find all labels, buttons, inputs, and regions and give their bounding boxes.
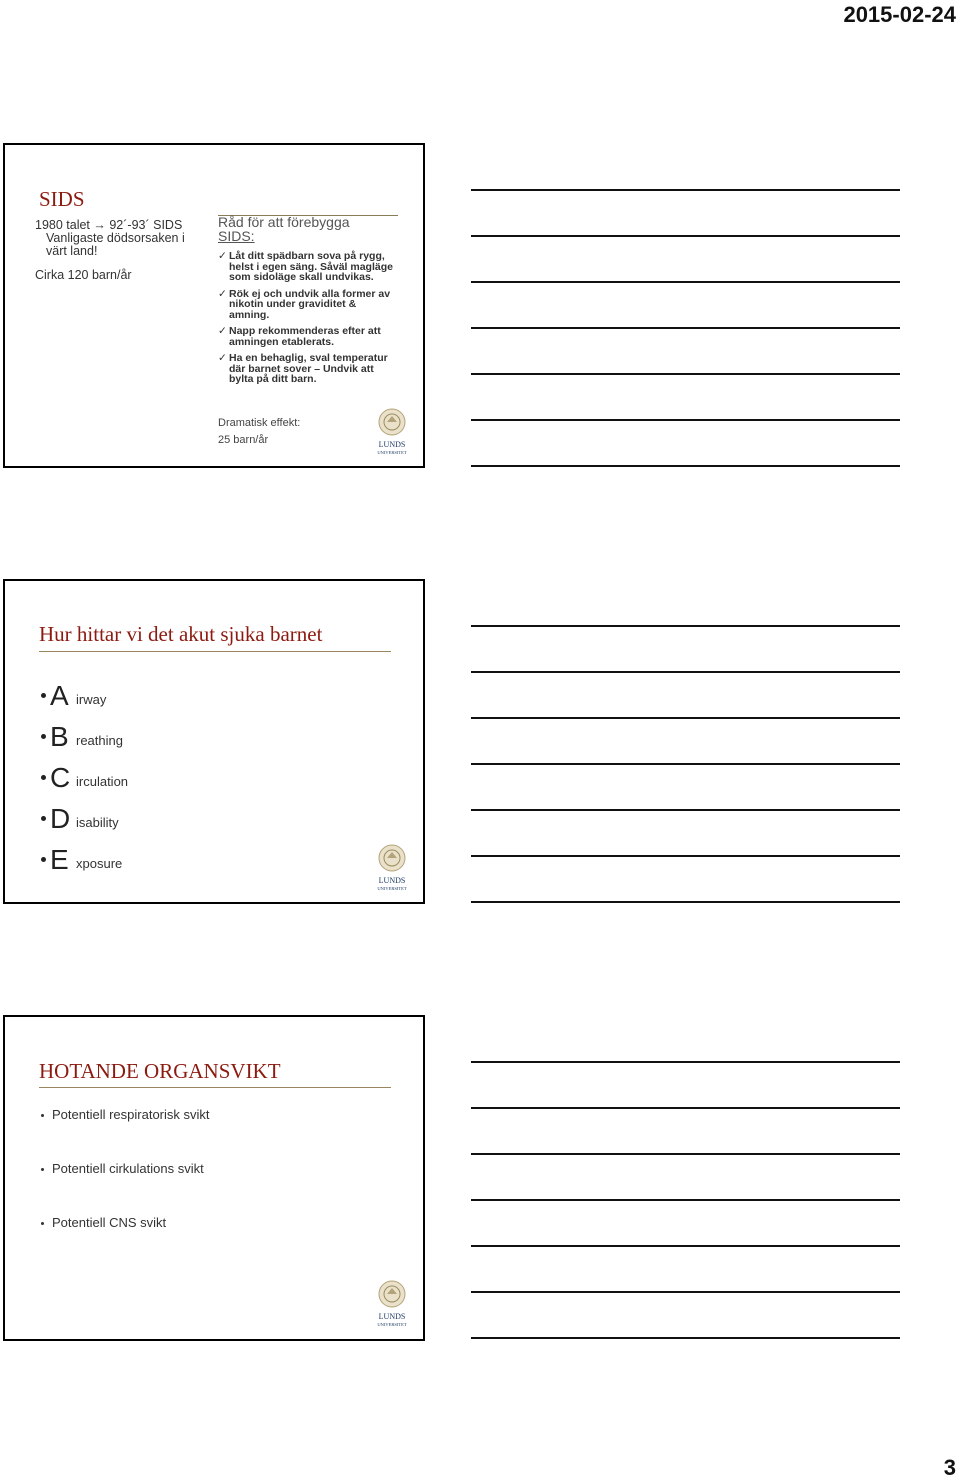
note-line [471, 1153, 900, 1155]
lund-university-logo [372, 1279, 412, 1329]
note-line [471, 1291, 900, 1293]
note-line [471, 1107, 900, 1109]
effect-note [218, 415, 300, 449]
list-item: Potentiell respiratorisk svikt [41, 1107, 210, 1161]
list-item: Potentiell cirkulations svikt [41, 1161, 210, 1215]
note-line [471, 901, 900, 903]
note-line [471, 1245, 900, 1247]
slide-abcde [3, 579, 425, 904]
page-number: 3 [943, 1455, 956, 1480]
note-line [471, 1337, 900, 1339]
note-line [471, 855, 900, 857]
advice-item: ✓ Rök ej och undvik alla former av nikotin under graviditet & amning. [218, 287, 391, 321]
check-icon: ✓ [218, 287, 227, 300]
effect-value: 25 barn/år [218, 434, 269, 446]
check-icon: ✓ [218, 325, 227, 337]
advice-item: ✓ Ha en behaglig, sval temperatur där barnet sover – Undvik att bylta på ditt barn. [218, 352, 388, 385]
title-rule [39, 651, 391, 652]
slide-title: SIDS [39, 187, 85, 211]
abcde-item: B reathing [41, 716, 128, 757]
bullet-icon [41, 1168, 44, 1171]
advice-item: ✓ Napp rekommenderas efter att amningen etablerats. [218, 325, 381, 348]
bullet-icon [41, 816, 46, 821]
note-line [471, 809, 900, 811]
advice-heading-line: Råd för att förebygga [218, 214, 350, 230]
stat-line: värt land! [46, 244, 98, 258]
note-line [471, 763, 900, 765]
stat-line: Cirka 120 barn/år [35, 268, 132, 282]
svg-text:UNIVERSITET: UNIVERSITET [377, 450, 407, 455]
slide-title: Hur hittar vi det akut sjuka barnet [39, 622, 323, 646]
note-line [471, 373, 900, 375]
abcde-item: E xposure [41, 839, 128, 880]
stat-line: Vanligaste dödsorsaken i [46, 231, 185, 245]
svg-text:UNIVERSITET: UNIVERSITET [377, 886, 407, 891]
svg-text:UNIVERSITET: UNIVERSITET [377, 1322, 407, 1327]
advice-list [218, 251, 398, 391]
abcde-item: C irculation [41, 757, 128, 798]
bullet-icon [41, 693, 46, 698]
note-line [471, 671, 900, 673]
note-line [471, 281, 900, 283]
bullet-icon [41, 1222, 44, 1225]
abcde-item: A irway [41, 675, 128, 716]
bullet-icon [41, 1114, 44, 1117]
svg-text:LUNDS: LUNDS [378, 440, 406, 449]
check-icon: ✓ [218, 250, 227, 262]
note-line [471, 717, 900, 719]
check-icon: ✓ [218, 352, 227, 364]
bullet-icon [41, 857, 46, 862]
svg-text:LUNDS: LUNDS [378, 876, 406, 885]
note-line [471, 465, 900, 467]
svg-text:LUNDS: LUNDS [378, 1312, 406, 1321]
note-line [471, 625, 900, 627]
advice-heading-line: SIDS: [218, 228, 255, 244]
sids-statistics [35, 219, 205, 282]
note-line [471, 235, 900, 237]
advice-item: ✓ Låt ditt spädbarn sova på rygg, helst i egen säng. Såväl magläge som sidoläge skall undvikas. [218, 250, 393, 283]
slide-organ-failure [3, 1015, 425, 1341]
abcde-list [41, 675, 128, 880]
stat-line: 1980 talet → 92´-93´ SIDS [35, 218, 183, 232]
effect-label: Dramatisk effekt: [218, 417, 301, 429]
slide-sids [3, 143, 425, 468]
document-date: 2015-02-24 [843, 2, 956, 27]
abcde-item: D isability [41, 798, 128, 839]
bullet-icon [41, 734, 46, 739]
note-line [471, 189, 900, 191]
bullet-icon [41, 775, 46, 780]
note-line [471, 1199, 900, 1201]
organ-failure-list [41, 1107, 210, 1269]
advice-heading [218, 215, 398, 243]
note-line [471, 419, 900, 421]
note-line [471, 1061, 900, 1063]
lund-university-logo [372, 407, 412, 457]
lund-university-logo [372, 843, 412, 893]
title-rule [39, 1087, 391, 1088]
list-item: Potentiell CNS svikt [41, 1215, 210, 1269]
slide-title: HOTANDE ORGANSVIKT [39, 1059, 281, 1083]
note-line [471, 327, 900, 329]
